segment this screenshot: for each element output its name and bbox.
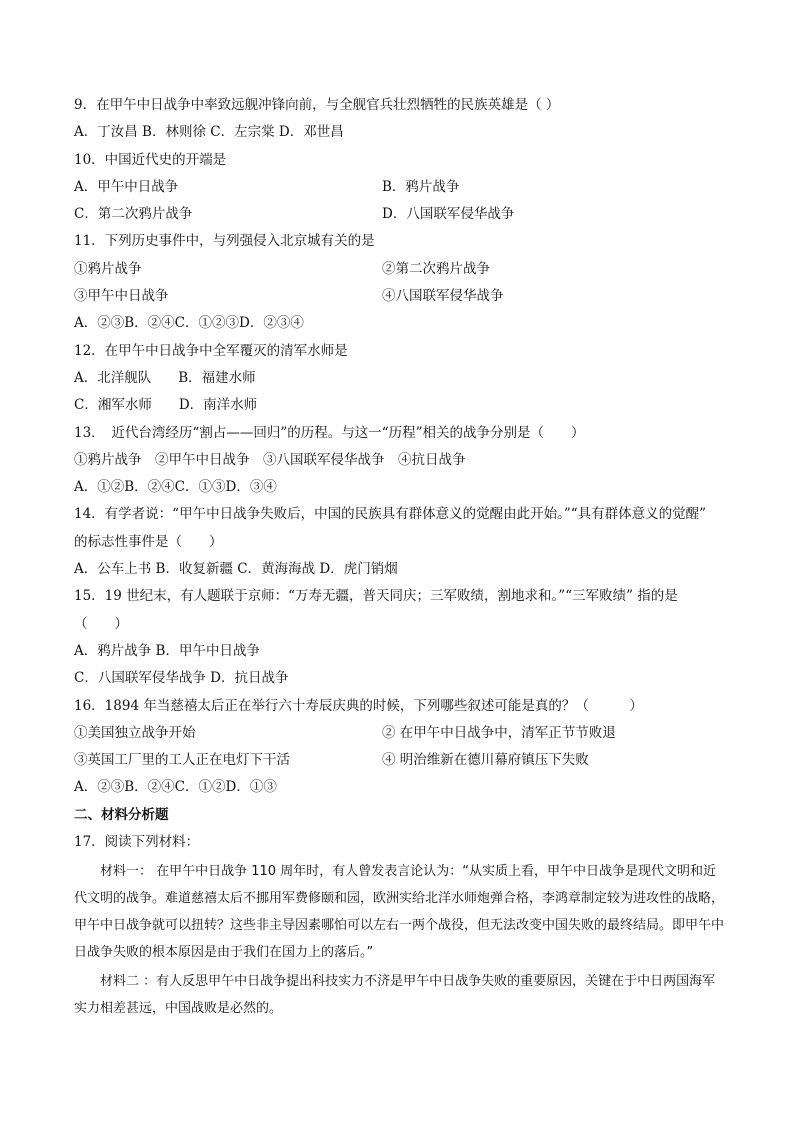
q12-options-cd: C．湘军水师 D．南洋水师 — [74, 397, 258, 414]
q11-item-1: ①鸦片战争 — [74, 260, 142, 277]
q15-stem-line1: 15．19 世纪末，有人题联于京师：“万寿无疆，普天同庆；三军败绩，割地求和。”“三军败绩” 指的是 — [74, 588, 678, 605]
q17-material-1: 材料一： 在甲午中日战争 110 周年时，有人曾发表言论认为：“从实质上看，甲午中日战争是现代文明和近代文明的战争。难道慈禧太后不挪用军费修颐和园，欧洲实给北洋水师炮弹合格，李鸿章制定较为进攻性的战略，甲午中日战争就可以扭转？这些非主导因素哪怕可以左右一两个战役，但无法改变中国失败的最终结局。即甲午中日战争失败的根本原因是由于我们在国力上的落后。” — [74, 864, 725, 961]
section-heading: 二、材料分析题 — [74, 806, 169, 823]
q16-item-1: ①美国独立战争开始 — [74, 724, 196, 741]
q16-item-2: ② 在甲午中日战争中，清军正节节败退 — [382, 724, 616, 741]
q16-items-row2 — [74, 747, 724, 774]
q15-stem-line2: （ ） — [74, 615, 128, 632]
q11-item-2: ②第二次鸦片战争 — [382, 260, 490, 277]
q10-option-c: C．第二次鸦片战争 — [74, 206, 193, 223]
q11-options: A．②③B．②④C．①②③D．②③④ — [74, 315, 304, 332]
q13-options: A．①②B．②④C．①③D．③④ — [74, 479, 277, 496]
exam-content — [74, 92, 724, 1022]
q14-stem-line2: 的标志性事件是（ ） — [74, 533, 223, 550]
q16-items-row1 — [74, 720, 724, 747]
q9-stem: 9．在甲午中日战争中率致远舰冲锋向前，与全舰官兵壮烈牺牲的民族英雄是（ ） — [74, 97, 560, 113]
q12-stem: 12．在甲午中日战争中全军覆灭的清军水师是 — [74, 342, 348, 359]
q9-options: A．丁汝昌 B．林则徐 C．左宗棠 D．邓世昌 — [74, 124, 344, 141]
q16-options: A．②③B．②④C．①②D．①③ — [74, 779, 277, 796]
q13-stem: 13． 近代台湾经历“割占——回归”的历程。与这一“历程”相关的战争分别是（ ） — [74, 424, 585, 441]
q16-stem: 16．1894 年当慈禧太后正在举行六十寿辰庆典的时候，下列哪些叙述可能是真的？（ ） — [74, 697, 643, 714]
q15-options-ab: A．鸦片战争 B．甲午中日战争 — [74, 642, 260, 659]
q10-option-a: A．甲午中日战争 — [74, 178, 179, 195]
q10-stem: 10．中国近代史的开端是 — [74, 151, 227, 168]
q10-option-d: D．八国联军侵华战争 — [382, 206, 515, 223]
q16-item-4: ④ 明治维新在德川幕府镇压下失败 — [382, 752, 589, 769]
q11-items-row2 — [74, 283, 724, 310]
q12-options-ab: A．北洋舰队 B．福建水师 — [74, 369, 256, 386]
q11-item-4: ④八国联军侵华战争 — [382, 288, 504, 305]
q10-option-b: B．鸦片战争 — [382, 178, 460, 195]
q15-options-cd: C．八国联军侵华战争 D．抗日战争 — [74, 670, 289, 687]
q11-item-3: ③甲午中日战争 — [74, 288, 169, 305]
q16-item-3: ③英国工厂里的工人正在电灯下干活 — [74, 752, 290, 769]
q13-items: ①鸦片战争 ②甲午中日战争 ③八国联军侵华战争 ④抗日战争 — [74, 451, 466, 468]
q11-stem: 11．下列历史事件中，与列强侵入北京城有关的是 — [74, 233, 375, 250]
q10-options-row2 — [74, 201, 724, 228]
q17-stem: 17．阅读下列材料： — [74, 834, 200, 851]
q14-stem-line1: 14．有学者说：“甲午中日战争失败后，中国的民族具有群体意义的觉醒由此开始。”“具有群体意义的觉醒” — [74, 506, 707, 523]
q10-options-row1 — [74, 174, 724, 201]
q11-items-row1 — [74, 256, 724, 283]
q14-options: A．公车上书 B．收复新疆 C．黄海海战 D．虎门销烟 — [74, 561, 398, 578]
q17-material-2: 材料二 ：有人反思甲午中日战争提出科技实力不济是甲午中日战争失败的重要原因，关键在于中日两国海军实力相差甚远，中国战败是必然的。 — [74, 974, 716, 1017]
